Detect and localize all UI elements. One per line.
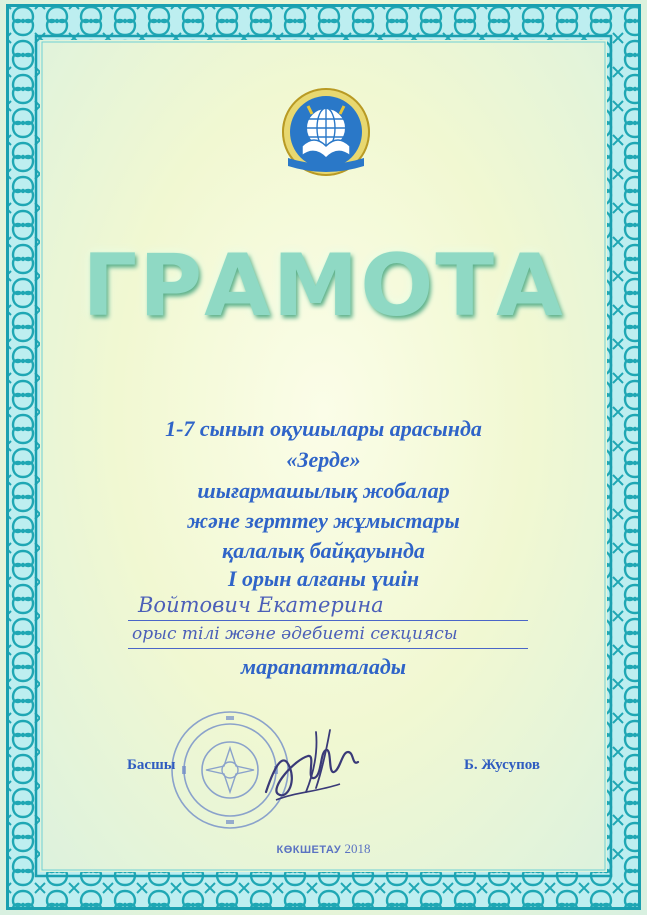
footer-city: КӨКШЕТАУ: [276, 844, 342, 856]
recipient-name-underline: [128, 620, 528, 621]
award-text: марапатталады: [241, 654, 406, 679]
motto-line-1: 1-7 сынып оқушылары арасында: [165, 416, 482, 441]
footer: [0, 841, 647, 857]
motto-line-6: І орын алғаны үшін: [227, 566, 420, 591]
motto-line-3: шығармашылық жобалар: [197, 478, 450, 503]
director-label: Басшы: [127, 757, 176, 773]
recipient-section-underline: [128, 648, 528, 649]
motto-line-2: «Зерде»: [286, 447, 361, 472]
director-signature: [256, 722, 366, 812]
motto-line-4: және зерттеу жұмыстары: [187, 508, 460, 533]
certificate-title: ГРАМОТА: [82, 236, 565, 336]
education-department-emblem: [268, 86, 384, 188]
director-name: Б. Жусупов: [464, 757, 540, 773]
motto-line-5: қалалық байқауында: [222, 538, 425, 563]
recipient-name: Войтович Екатерина: [138, 593, 384, 617]
footer-year: 2018: [344, 841, 371, 856]
recipient-section: орыс тілі және әдебиеті секциясы: [132, 624, 458, 644]
